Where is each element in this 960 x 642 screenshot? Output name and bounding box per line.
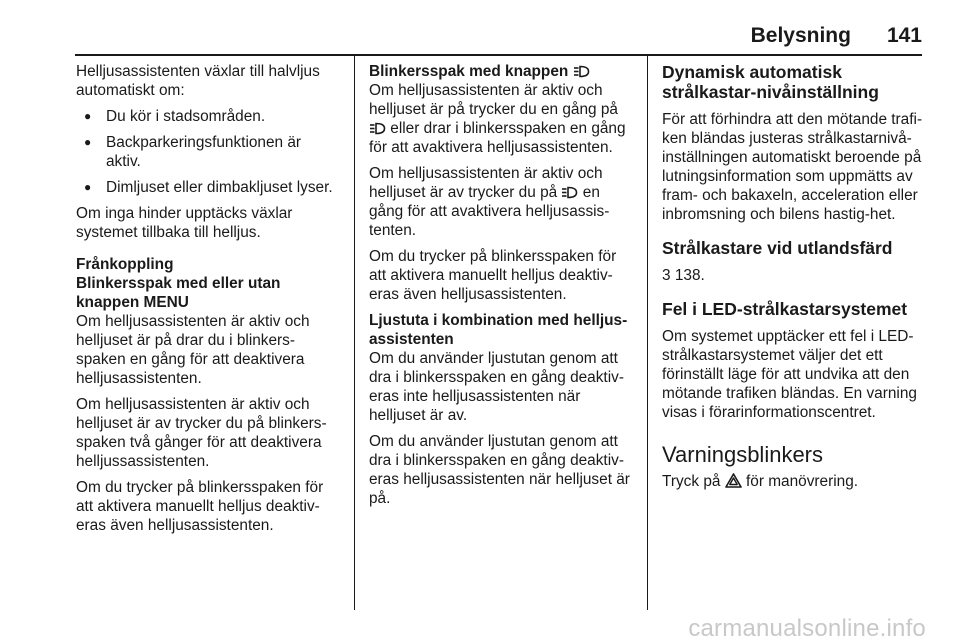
subheading-text: Blinkersspak med knappen: [369, 63, 569, 80]
list-item: ● Du kör i stadsområden.: [76, 107, 338, 126]
page-header: [751, 26, 922, 54]
subheading-disconnect: Frånkoppling: [76, 256, 174, 273]
list-item: ● Backparkeringsfunktionen är aktiv.: [76, 133, 338, 171]
page-reference: [662, 266, 926, 285]
watermark: carmanualsonline.info: [688, 615, 926, 642]
paragraph: [369, 81, 631, 157]
paragraph: För att förhindra att den mötande trafi-ken bländas justeras strålkastarnivå-inställningen automatiskt beroende på lutningsinformation som uppmätts av fram- och bakaxeln, acceleration eller inbromsning och bilens hastig-het.: [662, 111, 923, 223]
hazard-warning-icon: [725, 473, 742, 488]
paragraph-text: en gång för att avaktivera helljusassis-tenten.: [369, 184, 610, 239]
subheading-flash: Ljustuta i kombination med helljus-assistenten: [369, 312, 628, 348]
paragraph: Om systemet upptäcker ett fel i LED-strålkastarsystemet väljer det ett förinställt läge för att undvika att den mötande trafiken bländas. En varning visas i förarinformationscentret.: [662, 328, 917, 421]
column-1: [76, 62, 338, 542]
heading-abroad: Strålkastare vid utlandsfärd: [662, 238, 893, 258]
heading-led-fault: Fel i LED-strålkastarsystemet: [662, 299, 908, 319]
subheading-button: [369, 62, 631, 81]
reference-arrow-icon: 3: [662, 267, 671, 284]
paragraph-text: eller drar i blinkersspaken en gång för att avaktivera helljusassistenten.: [369, 120, 626, 156]
page-title: Belysning: [750, 24, 851, 47]
column-2: [369, 62, 631, 515]
paragraph: Om helljusassistenten är aktiv och helljuset är på drar du i blinkers-spaken en gång för att deaktivera helljusassistenten.: [76, 313, 310, 387]
paragraph-text: för manövrering.: [746, 473, 859, 490]
subheading-menu: Blinkersspak med eller utan knappen MENU: [76, 275, 281, 311]
paragraph-text: Om helljusassistenten är aktiv och helljuset är på trycker du en gång på: [369, 82, 618, 118]
high-beam-icon: [369, 122, 386, 135]
page-number: 141: [886, 24, 922, 47]
paragraph: [662, 472, 926, 491]
paragraph: Om du trycker på blinkersspaken för att aktivera manuellt helljus deaktiv-eras även helljusassistenten.: [76, 479, 324, 534]
header-rule: [75, 54, 922, 56]
reference-page[interactable]: 138.: [674, 267, 705, 284]
high-beam-icon: [573, 65, 590, 78]
column-divider-2: [647, 56, 648, 610]
paragraph: Om inga hinder upptäcks växlar systemet tillbaka till helljus.: [76, 205, 293, 241]
bullet-list: [76, 107, 338, 197]
paragraph: Om du använder ljustutan genom att dra i blinkersspaken en gång deaktiv-eras helljusassistenten när helljuset är på.: [369, 433, 630, 507]
heading-hazard: Varningsblinkers: [662, 442, 824, 467]
paragraph: [369, 164, 631, 240]
intro-text: Helljusassistenten växlar till halvljus automatiskt om:: [76, 63, 320, 99]
paragraph: Om helljusassistenten är aktiv och helljuset är av trycker du på blinkers-spaken två gånger för att deaktivera helljussassistenten.: [76, 396, 327, 470]
high-beam-icon: [561, 186, 578, 199]
paragraph: Om du trycker på blinkersspaken för att aktivera manuellt helljus deaktiv-eras även helljusassistenten.: [369, 248, 617, 303]
paragraph: Om du använder ljustutan genom att dra i blinkersspaken en gång deaktiv-eras inte helljusassistenten när helljuset är av.: [369, 350, 624, 424]
heading-dynamic-leveling: Dynamisk automatisk strålkastar-nivåinställning: [662, 62, 879, 102]
column-divider-1: [354, 56, 355, 610]
list-item: ● Dimljuset eller dimbakljuset lyser.: [76, 178, 338, 197]
paragraph-text: Om helljusassistenten är aktiv och helljuset är av trycker du på: [369, 165, 603, 201]
paragraph-text: Tryck på: [662, 473, 721, 490]
column-3: [662, 62, 926, 498]
